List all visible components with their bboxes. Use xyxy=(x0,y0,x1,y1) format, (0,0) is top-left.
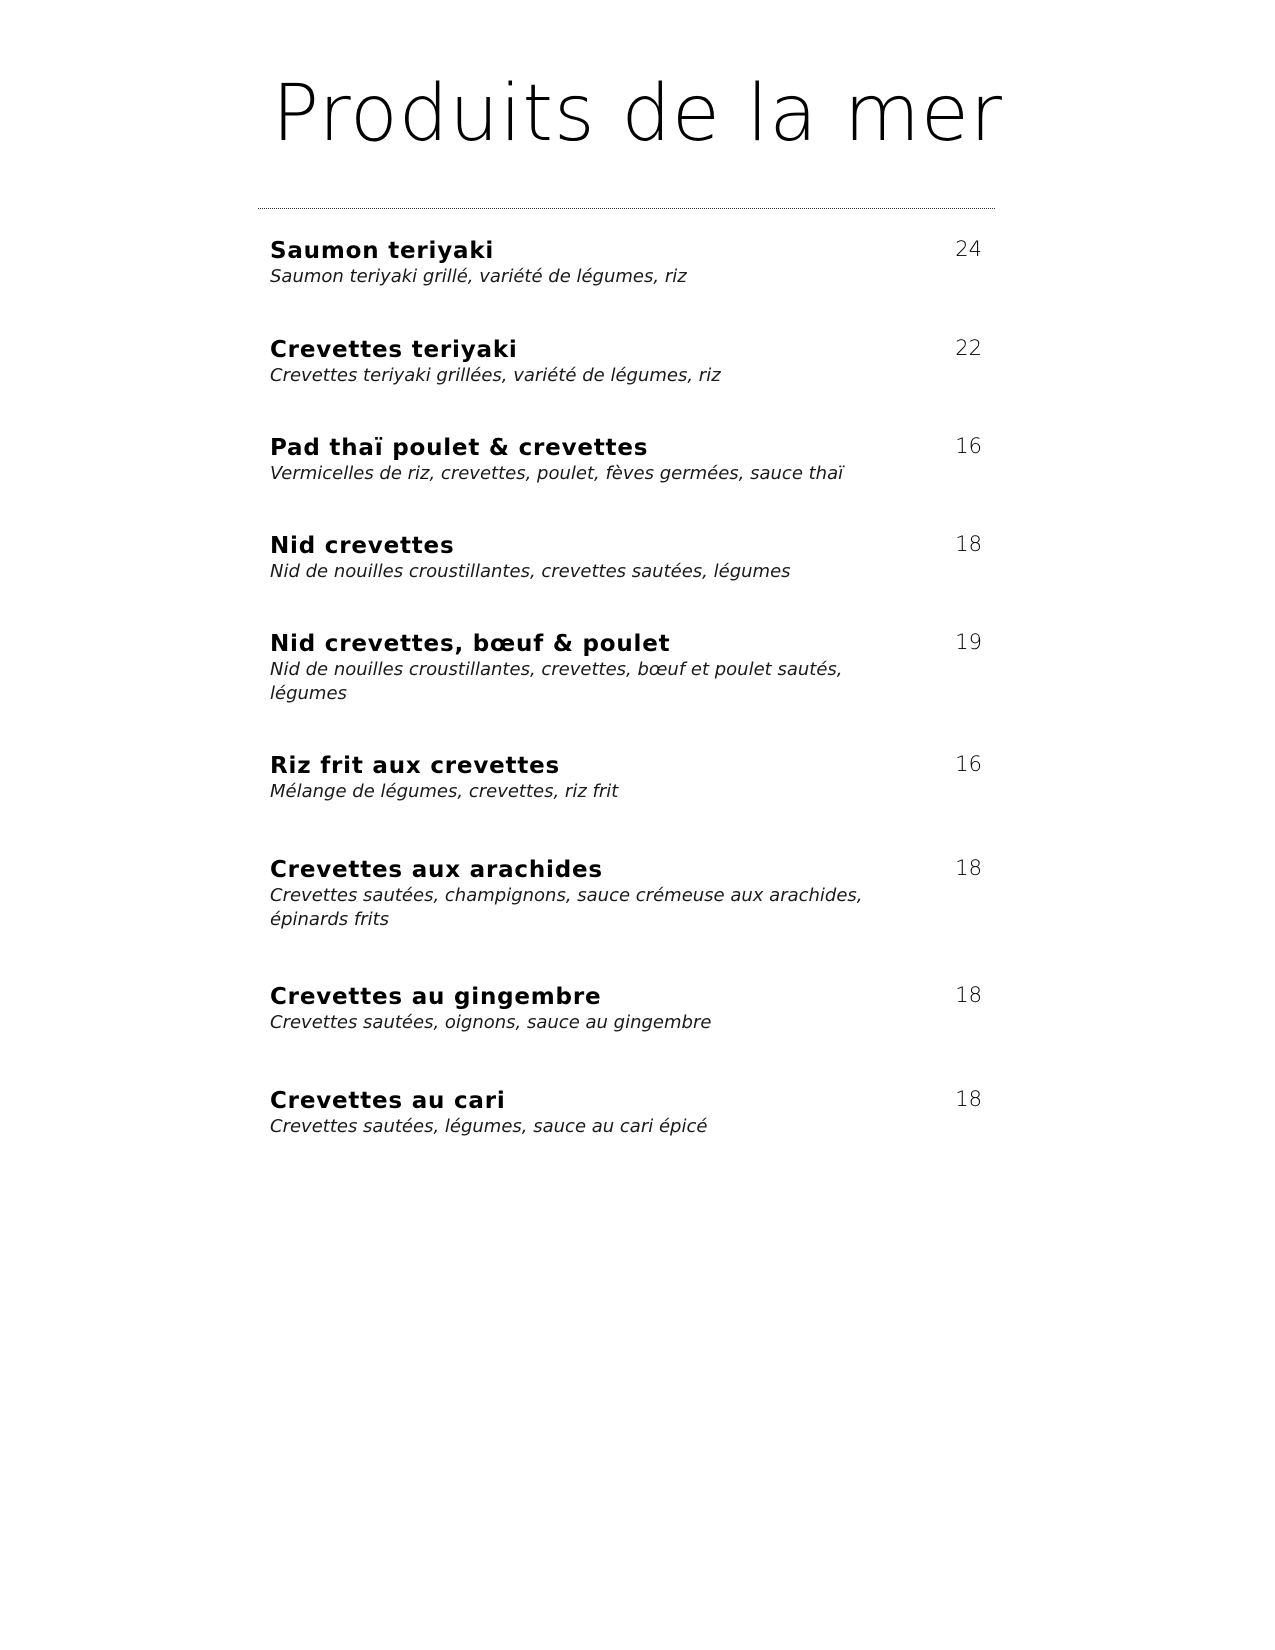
item-price: 19 xyxy=(955,630,982,654)
item-price: 18 xyxy=(955,1087,982,1111)
item-name: Crevettes aux arachides xyxy=(270,857,603,883)
item-name: Crevettes au cari xyxy=(270,1088,506,1114)
item-description: Nid de nouilles croustillantes, crevettes, bœuf et poulet sautés, légumes xyxy=(270,659,843,704)
item-description: Vermicelles de riz, crevettes, poulet, fèves germées, sauce thaï xyxy=(270,463,844,484)
item-price: 22 xyxy=(955,336,982,360)
menu-item xyxy=(270,982,982,1035)
item-price: 18 xyxy=(955,856,982,880)
menu-item xyxy=(270,629,982,706)
menu-item xyxy=(270,433,982,486)
item-price: 24 xyxy=(955,237,982,261)
item-name: Nid crevettes, bœuf & poulet xyxy=(270,631,671,657)
menu-item xyxy=(270,335,982,388)
item-description: Crevettes sautées, champignons, sauce crémeuse aux arachides, épinards frits xyxy=(270,885,863,930)
menu-item xyxy=(270,751,982,804)
item-description: Crevettes teriyaki grillées, variété de légumes, riz xyxy=(270,365,721,386)
item-name: Saumon teriyaki xyxy=(270,238,495,264)
item-description: Crevettes sautées, oignons, sauce au gingembre xyxy=(270,1012,712,1033)
menu-item xyxy=(270,855,982,932)
menu-item xyxy=(270,236,982,289)
item-name: Crevettes teriyaki xyxy=(270,337,518,363)
item-price: 16 xyxy=(955,752,982,776)
item-name: Riz frit aux crevettes xyxy=(270,753,561,779)
menu-list xyxy=(270,0,982,1650)
item-description: Crevettes sautées, légumes, sauce au cari épicé xyxy=(270,1116,708,1137)
item-description: Mélange de légumes, crevettes, riz frit xyxy=(270,781,619,802)
item-price: 18 xyxy=(955,983,982,1007)
item-price: 16 xyxy=(955,434,982,458)
item-description: Nid de nouilles croustillantes, crevettes sautées, légumes xyxy=(270,561,791,582)
item-name: Pad thaï poulet & crevettes xyxy=(270,435,649,461)
menu-item xyxy=(270,1086,982,1139)
item-price: 18 xyxy=(955,532,982,556)
page-title: Produits de la mer xyxy=(272,69,1003,159)
item-name: Nid crevettes xyxy=(270,533,455,559)
item-description: Saumon teriyaki grillé, variété de légumes, riz xyxy=(270,266,687,287)
menu-item xyxy=(270,531,982,584)
item-name: Crevettes au gingembre xyxy=(270,984,602,1010)
